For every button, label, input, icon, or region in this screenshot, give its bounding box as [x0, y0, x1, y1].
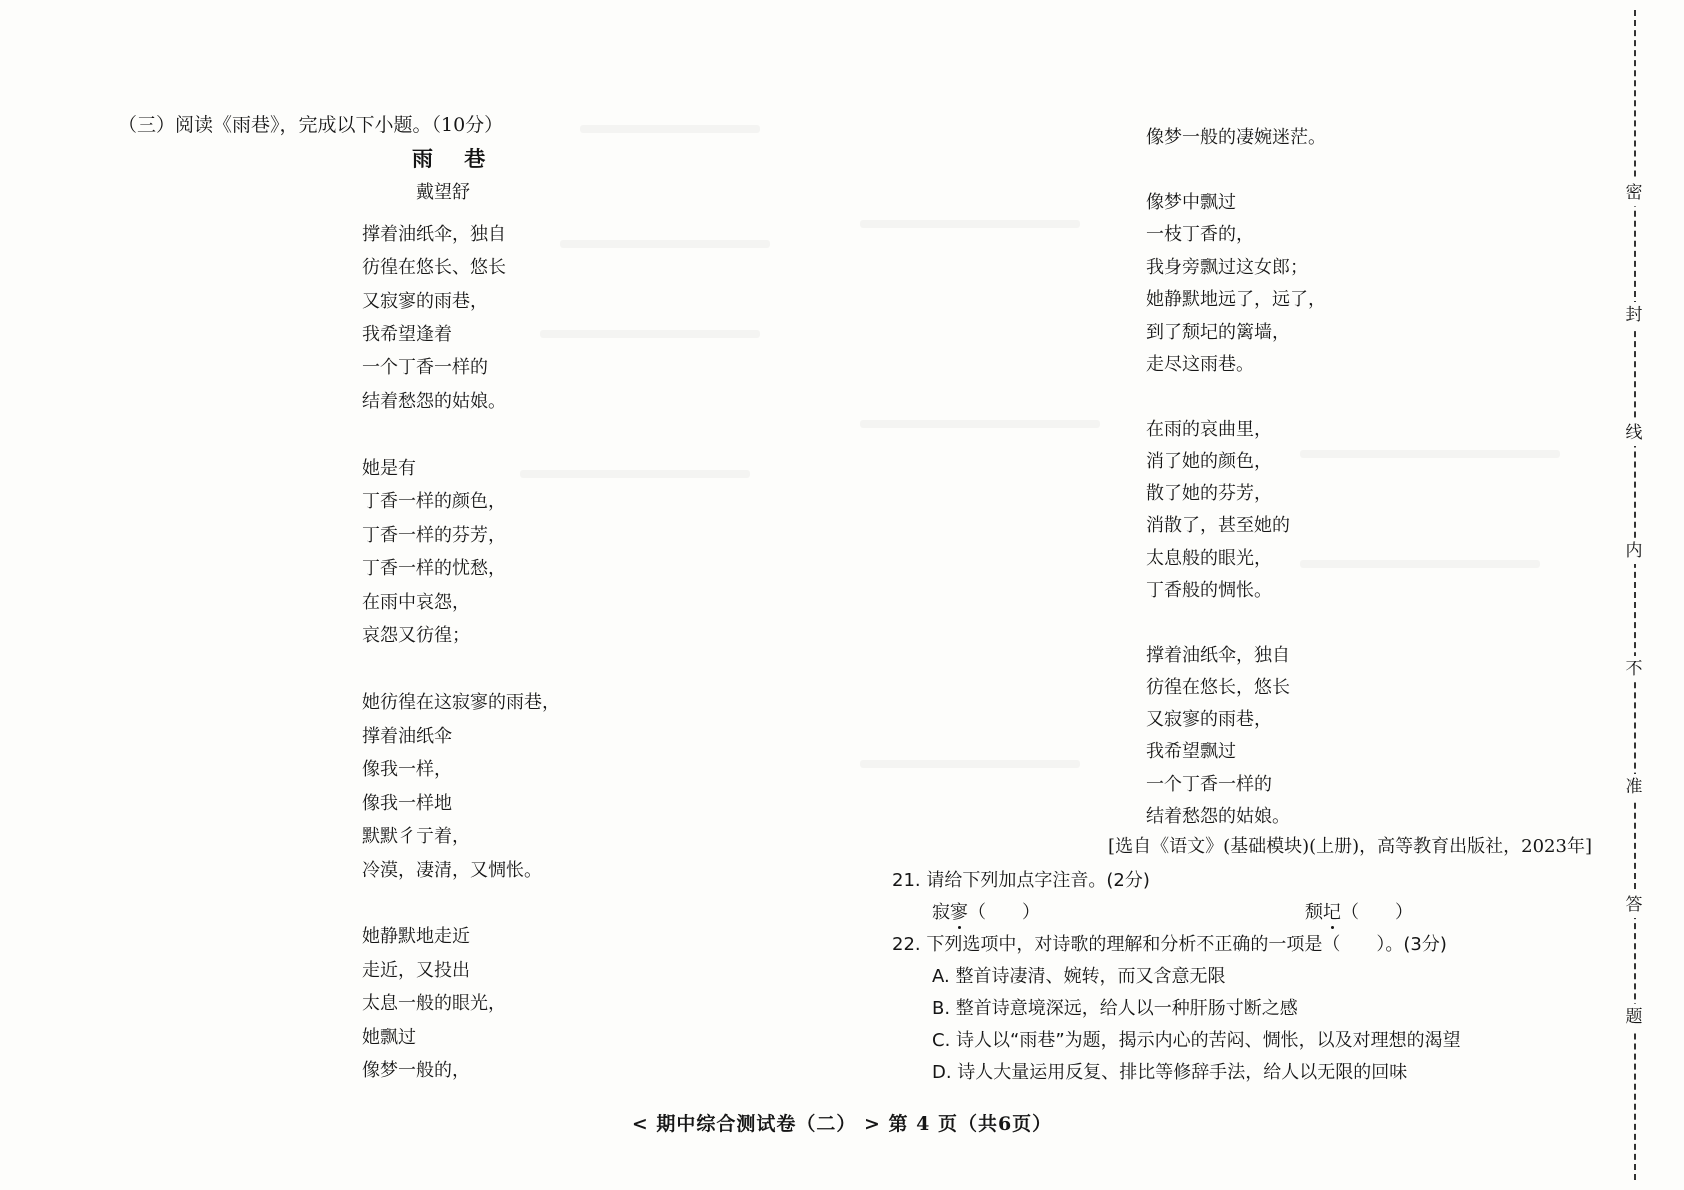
binding-char: 封	[1620, 302, 1648, 328]
poem-right-line: 又寂寥的雨巷，	[1146, 709, 1272, 730]
poem-right-line: 散了她的芬芳，	[1146, 483, 1272, 504]
item-2-dotted-char: 圮	[1323, 898, 1341, 924]
binding-char: 线	[1620, 420, 1648, 446]
poem-title: 雨 巷	[412, 146, 498, 171]
poem-left-line: 撑着油纸伞	[362, 726, 452, 747]
poem-left-line: 像我一样，	[362, 759, 452, 780]
poem-right-line: 到了颓圮的篱墙，	[1146, 322, 1290, 343]
poem-right-line: 我希望飘过	[1146, 741, 1236, 762]
poem-left-line: 在雨中哀怨，	[362, 592, 470, 613]
item-2-pre: 颓	[1305, 902, 1323, 923]
poem-right-line: 我身旁飘过这女郎；	[1146, 257, 1308, 278]
question-21-item-1	[932, 898, 1040, 924]
binding-char: 内	[1620, 538, 1648, 564]
poem-right-line: 撑着油纸伞，独自	[1146, 645, 1290, 666]
poem-left-line: 她飘过	[362, 1027, 416, 1048]
poem-right-line: 一枝丁香的，	[1146, 224, 1254, 245]
poem-left-line: 丁香一样的忧愁，	[362, 558, 506, 579]
poem-left-line: 我希望逢着	[362, 324, 452, 345]
question-22-stem: 22. 下列选项中，对诗歌的理解和分析不正确的一项是（ ）。(3分)	[892, 934, 1447, 955]
poem-left-line: 她静默地走近	[362, 926, 470, 947]
item-1-blank: （ ）	[968, 902, 1040, 923]
poem-author: 戴望舒	[416, 182, 470, 203]
poem-left-line: 像梦一般的，	[362, 1060, 470, 1081]
question-21-item-2	[1305, 898, 1413, 924]
binding-char: 准	[1620, 774, 1648, 800]
poem-right-line: 像梦中飘过	[1146, 192, 1236, 213]
binding-char: 答	[1620, 892, 1648, 918]
item-1-dotted-char: 寥	[950, 898, 968, 924]
question-22-option-b: B. 整首诗意境深远，给人以一种肝肠寸断之感	[932, 998, 1298, 1019]
section-heading: （三）阅读《雨巷》，完成以下小题。（10分）	[118, 114, 504, 136]
poem-right-line: 彷徨在悠长，悠长	[1146, 677, 1290, 698]
poem-left-line: 彷徨在悠长、悠长	[362, 257, 506, 278]
question-22-option-a: A. 整首诗凄清、婉转，而又含意无限	[932, 966, 1226, 987]
question-22-option-d: D. 诗人大量运用反复、排比等修辞手法，给人以无限的回味	[932, 1062, 1408, 1083]
poem-left-line: 丁香一样的颜色，	[362, 491, 506, 512]
poem-left-line: 冷漠，凄清，又惆怅。	[362, 860, 542, 881]
poem-left-line: 她彷徨在这寂寥的雨巷，	[362, 692, 560, 713]
poem-right-line: 一个丁香一样的	[1146, 774, 1272, 795]
poem-left-line: 走近，又投出	[362, 960, 470, 981]
source-note: [选自《语文》(基础模块)(上册)，高等教育出版社，2023年]	[1108, 836, 1592, 857]
poem-right-line: 她静默地远了，远了，	[1146, 289, 1326, 310]
item-2-blank: （ ）	[1341, 902, 1413, 923]
poem-right-line: 丁香般的惆怅。	[1146, 580, 1272, 601]
poem-left-line: 丁香一样的芬芳，	[362, 525, 506, 546]
poem-right-line: 结着愁怨的姑娘。	[1146, 806, 1290, 827]
poem-left-line: 太息一般的眼光，	[362, 993, 506, 1014]
poem-right-line: 在雨的哀曲里，	[1146, 419, 1272, 440]
page-footer: < 期中综合测试卷（二） > 第 4 页（共6页）	[631, 1113, 1053, 1135]
poem-left-line: 哀怨又彷徨；	[362, 625, 470, 646]
question-21-stem: 21. 请给下列加点字注音。(2分)	[892, 870, 1150, 891]
poem-left-line: 撑着油纸伞，独自	[362, 224, 506, 245]
poem-left-line: 她是有	[362, 458, 416, 479]
poem-left-line: 默默彳亍着，	[362, 826, 470, 847]
poem-right-line: 消散了，甚至她的	[1146, 515, 1290, 536]
question-22-option-c: C. 诗人以“雨巷”为题，揭示内心的苦闷、惆怅，以及对理想的渴望	[932, 1030, 1461, 1051]
binding-char: 密	[1620, 180, 1648, 206]
poem-left-line: 又寂寥的雨巷，	[362, 291, 488, 312]
binding-char: 不	[1620, 656, 1648, 682]
poem-left-line: 一个丁香一样的	[362, 357, 488, 378]
poem-right-line: 消了她的颜色，	[1146, 451, 1272, 472]
poem-left-line: 像我一样地	[362, 793, 452, 814]
poem-right-line: 太息般的眼光，	[1146, 548, 1272, 569]
poem-left-line: 结着愁怨的姑娘。	[362, 391, 506, 412]
poem-right-line: 走尽这雨巷。	[1146, 354, 1254, 375]
binding-char: 题	[1620, 1004, 1648, 1030]
item-1-pre: 寂	[932, 902, 950, 923]
poem-right-line: 像梦一般的凄婉迷茫。	[1146, 127, 1326, 148]
